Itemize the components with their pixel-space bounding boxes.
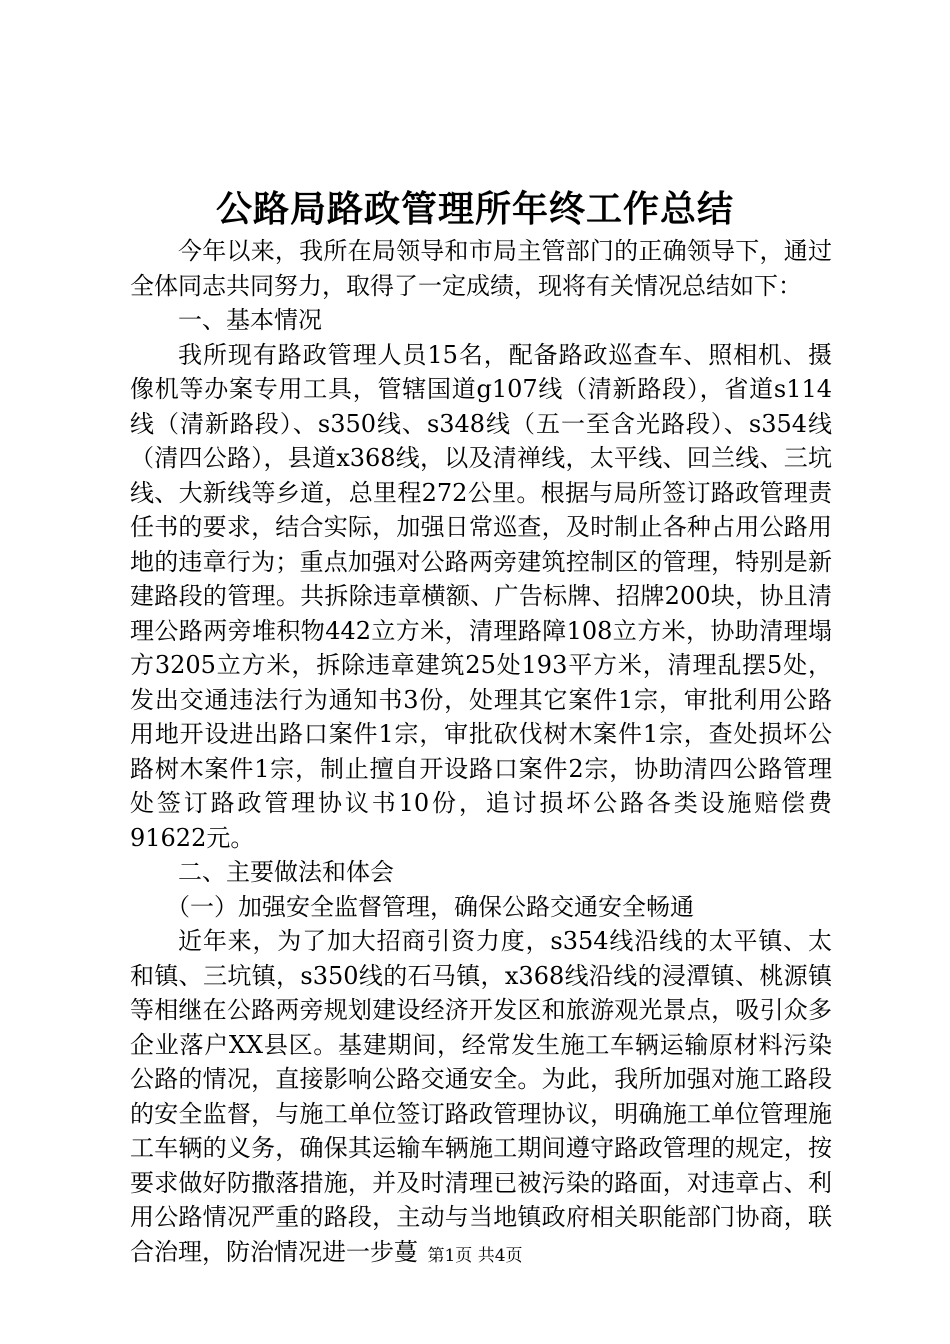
section-heading-main-practices: 二、主要做法和体会 — [178, 858, 394, 886]
basic-situation-paragraph: 我所现有路政管理人员15名，配备路政巡查车、照相机、摄像机等办案专用工具，管辖国道g107线（清新路段），省道s114线（清新路段）、s350线、s348线（五一至含光路段）、s354线（清四公路），县道x368线，以及清禅线，太平线、回兰线、三坑线、大新线等乡道，总里程272公里。根据与局所签订路政管理责任书的要求，结合实际，加强日常巡查，及时制止各种占用公路用地的违章行为；重点加强对公路两旁建筑控制区的管理，特别是新建路段的管理。共拆除违章横额、广告标牌、招牌200块，协且清理公路两旁堆积物442立方米，清理路障108立方米，协助清理塌方3205立方米，拆除违章建筑25处193平方米，清理乱摆5处，发出交通违法行为通知书3份，处理其它案件1宗，审批利用公路用地开设进出路口案件1宗，审批砍伐树木案件1宗，查处损坏公路树木案件1宗，制止擅自开设路口案件2宗，协助清四公路管理处签订路政管理协议书10份，追讨损坏公路各类设施赔偿费91622元。 — [130, 340, 832, 852]
subsection-heading-safety: （一）加强安全监督管理，确保公路交通安全畅通 — [166, 892, 694, 921]
intro-paragraph: 今年以来，我所在局领导和市局主管部门的正确领导下，通过全体同志共同努力，取得了一定成绩，现将有关情况总结如下： — [130, 237, 832, 300]
section-heading-basic-situation: 一、基本情况 — [178, 306, 322, 334]
page-footer: 第1页 共4页 — [427, 1246, 523, 1266]
safety-paragraph: 近年来，为了加大招商引资力度，s354线沿线的太平镇、太和镇、三坑镇，s350线的石马镇，x368线沿线的浸潭镇、桃源镇等相继在公路两旁规划建设经济开发区和旅游观光景点，吸引众多企业落户XX县区。基建期间，经常发生施工车辆运输原材料污染公路的情况，直接影响公路交通安全。为此，我所加强对施工路段的安全监督，与施工单位签订路政管理协议，明确施工单位管理施工车辆的义务，确保其运输车辆施工期间遵守路政管理的规定，按要求做好防撒落措施，并及时清理已被污染的路面，对违章占、利用公路情况严重的路段，主动与当地镇政府相关职能部门协商，联合治理，防治情况进一步蔓 — [130, 927, 832, 1266]
document-body — [130, 234, 832, 1269]
document-title: 公路局路政管理所年终工作总结 — [215, 188, 734, 230]
